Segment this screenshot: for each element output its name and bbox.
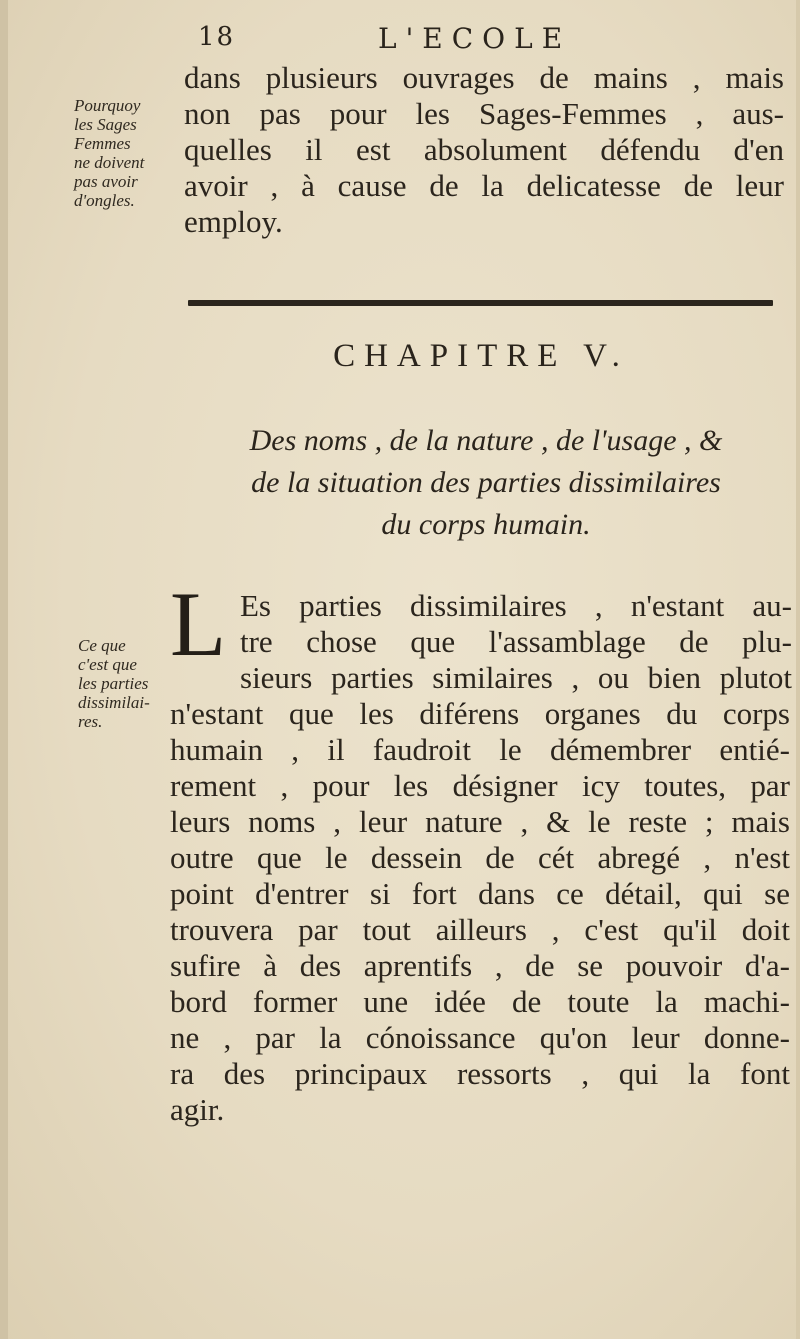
text-line: trouvera par tout ailleurs , c'est qu'il doit	[170, 912, 790, 947]
margin-note-dissimilar	[78, 636, 168, 731]
text-line: employ.	[184, 204, 283, 239]
margin-note-line: d'ongles.	[74, 191, 135, 210]
text-line: outre que le dessein de cét abregé , n'est	[170, 840, 790, 875]
margin-note-line: ne doivent	[74, 153, 145, 172]
margin-note-line: les Sages	[74, 115, 137, 134]
margin-note-line: les parties	[78, 674, 149, 693]
page-right-edge	[796, 0, 800, 1339]
margin-note-line: dissimilai-	[78, 693, 150, 712]
text-line: tre chose que l'assamblage de plu-	[240, 624, 792, 659]
text-line: ne , par la cónoissance qu'on leur donne-	[170, 1020, 790, 1055]
paragraph-continued	[184, 60, 784, 240]
running-head	[0, 18, 800, 58]
margin-note-line: res.	[78, 712, 103, 731]
chapter-heading: CHAPITRE V.	[333, 338, 629, 374]
text-line: Es parties dissimilaires , n'estant au-	[240, 588, 792, 623]
text-line: quelles il est absolument défendu d'en	[184, 132, 784, 167]
subtitle-line: Des noms , de la nature , de l'usage , &	[249, 424, 723, 457]
text-line: bord former une idée de toute la machi-	[170, 984, 790, 1019]
margin-note-line: Femmes	[74, 134, 131, 153]
paragraph-body	[170, 696, 790, 1128]
text-line: leurs noms , leur nature , & le reste ; mais	[170, 804, 790, 839]
text-line: non pas pour les Sages-Femmes , aus-	[184, 96, 784, 131]
header-title: L'ECOLE	[378, 22, 572, 55]
margin-note-line: c'est que	[78, 655, 137, 674]
section-divider-rule	[188, 300, 773, 306]
drop-cap: L	[170, 573, 227, 675]
subtitle-line: du corps humain.	[381, 508, 591, 541]
text-line: dans plusieurs ouvrages de mains , mais	[184, 60, 784, 95]
text-line: sieurs parties similaires , ou bien plutot	[240, 660, 792, 695]
text-line: sufire à des aprentifs , de se pouvoir d'a-	[170, 948, 790, 983]
chapter-subtitle	[176, 420, 796, 546]
margin-note-line: Pourquoy	[74, 96, 141, 115]
margin-note-nails	[74, 96, 182, 210]
text-line: n'estant que les diférens organes du corps	[170, 696, 790, 731]
text-line: ra des principaux ressorts , qui la font	[170, 1056, 790, 1091]
margin-note-line: pas avoir	[74, 172, 138, 191]
text-line: rement , pour les désigner icy toutes, par	[170, 768, 790, 803]
text-line: humain , il faudroit le démembrer entié-	[170, 732, 790, 767]
page-left-edge	[0, 0, 8, 1339]
paragraph-opening-lines	[240, 588, 792, 696]
page-number: 18	[198, 22, 236, 52]
subtitle-line: de la situation des parties dissimilaires	[251, 466, 721, 499]
margin-note-line: Ce que	[78, 636, 126, 655]
text-line: avoir , à cause de la delicatesse de leur	[184, 168, 784, 203]
text-line: point d'entrer si fort dans ce détail, qui se	[170, 876, 790, 911]
text-line: agir.	[170, 1092, 225, 1127]
